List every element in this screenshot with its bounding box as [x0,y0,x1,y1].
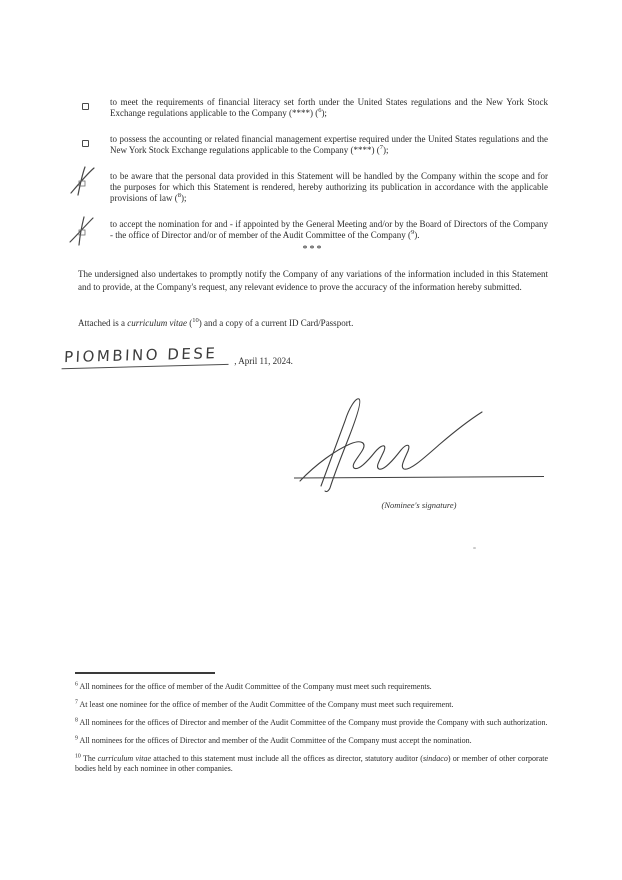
footnote-ref: 6 [318,107,322,114]
footnote-ref: 8 [177,192,181,199]
item-text: to be aware that the personal data provided in this Statement will be handled by the Company within the scope and for the purposes for which this Statement is rendered, hereby authorizing its publication in accordance with the applicable provisions of law ( [110,171,548,203]
handwritten-x-mark-icon [68,216,96,246]
item-text-tail: ); [321,108,327,118]
checklist-item-accept-nomination [78,219,548,241]
scan-artifact-speck [473,547,476,549]
item-text: to accept the nomination for and - if appointed by the General Meeting and/or by the Board of Directors of the Company - the office of Director and/or of member of the Audit Committee of the Company ( [110,219,548,240]
sindaco-italic: sindaco [422,753,448,763]
footnote-text: All nominees for the offices of Director and member of the Audit Committee of the Company must accept the nomination. [79,735,472,745]
footnote-text: At least one nominee for the office of member of the Audit Committee of the Company must meet such requirement. [79,699,454,709]
footnote-ref: 10 [192,317,199,324]
curriculum-vitae-italic: curriculum vitae [97,753,152,763]
curriculum-vitae-italic: curriculum vitae [127,318,187,328]
footnote-text: attached to this statement must include all the offices as director, statutory auditor ( [151,753,423,763]
footnote-8 [75,718,548,728]
date-text: , April 11, 2024. [234,356,293,366]
footnote-number: 6 [75,680,78,687]
checklist-marker [78,219,110,241]
footnote-10 [75,754,548,774]
checkbox-unchecked-icon [82,140,89,147]
item-text-tail: ). [414,230,420,240]
checklist [78,97,548,256]
checklist-item-financial-literacy [78,97,548,119]
checklist-item-text [110,134,548,156]
item-text: to possess the accounting or related financial management expertise required under the United States regulations and the New York Stock Exchange regulations applicable to the Company (****) ( [110,134,548,155]
section-separator-stars: *** [302,244,324,255]
checklist-item-text [110,219,548,241]
footnote-text: All nominees for the offices of Director and member of the Audit Committee of the Company must provide the Company with such authorization. [79,717,548,727]
handwritten-signature-icon [288,393,550,493]
footnote-number: 10 [75,752,81,759]
footnote-7 [75,700,548,710]
checklist-marker [78,134,110,156]
item-text-tail: ); [181,193,187,203]
checklist-item-text [110,171,548,204]
footnote-6 [75,682,548,692]
footnotes-section [75,672,548,782]
checkbox-unchecked-icon [82,103,89,110]
footnote-separator-rule [75,672,215,674]
undertaking-paragraph: The undersigned also undertakes to promptly notify the Company of any variations of the information included in this Statement and to provide, at the Company's request, any relevant evidence to prove the accuracy of the information hereby submitted. [78,269,548,292]
footnote-number: 9 [75,734,78,741]
footnote-text: All nominees for the office of member of the Audit Committee of the Company must meet such requirements. [79,681,432,691]
attachment-text: ( [186,318,193,328]
footnote-9 [75,736,548,746]
footnote-text: The [82,753,98,763]
item-text: to meet the requirements of financial literacy set forth under the United States regulations and the New York Stock Exchange regulations applicable to the Company (****) ( [110,97,548,118]
footnote-text: ) or member of other corporate bodies held by each nominee in other companies. [75,753,549,773]
checklist-item-accounting-expertise [78,134,548,156]
footnote-number: 7 [75,698,78,705]
attachment-line [78,318,548,328]
attachment-text: Attached is a [78,318,128,328]
place-date-line [62,346,293,367]
signature-caption: (Nominee's signature) [381,500,457,510]
checklist-marker [78,171,110,204]
signature-block [288,393,550,510]
handwritten-place-name: PIOMBINO DESE [62,344,230,369]
checklist-item-text [110,97,548,119]
footnote-number: 8 [75,716,78,723]
checklist-item-personal-data [78,171,548,204]
footnote-ref: 7 [379,144,383,151]
footnote-ref: 9 [411,229,415,236]
attachment-text: ) and a copy of a current ID Card/Passport. [198,318,354,328]
handwritten-x-mark-icon [68,166,96,196]
item-text-tail: ); [382,145,389,155]
checklist-marker [78,97,110,119]
